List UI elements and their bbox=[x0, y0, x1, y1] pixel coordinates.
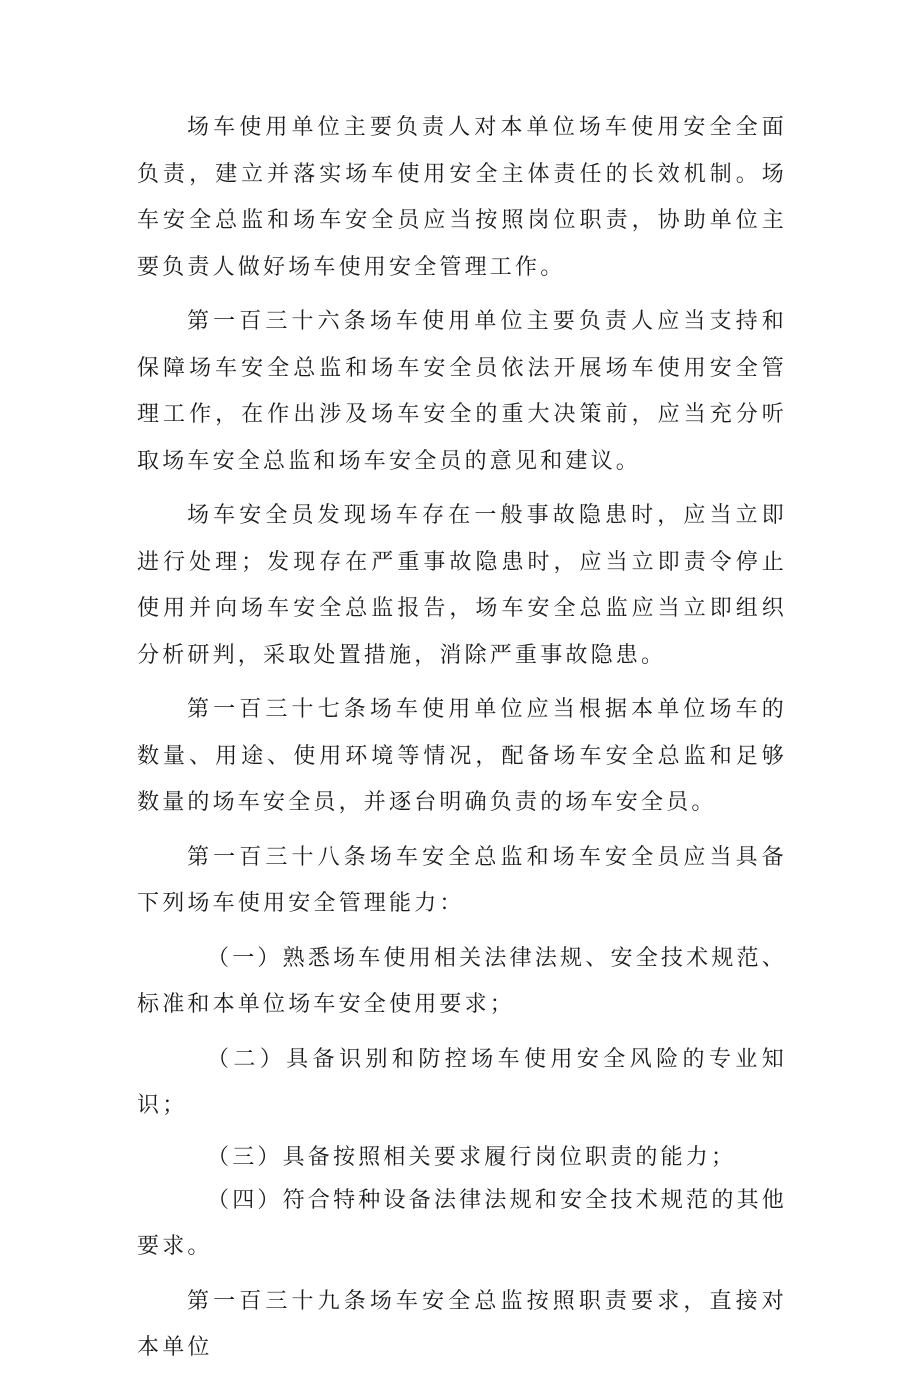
paragraph-article-139: 第一百三十九条场车安全总监按照职责要求，直接对本单位 bbox=[137, 1288, 787, 1360]
list-item-4: （四）符合特种设备法律法规和安全技术规范的其他要求。 bbox=[137, 1187, 787, 1259]
paragraph-hazard-handling: 场车安全员发现场车存在一般事故隐患时，应当立即进行处理；发现存在严重事故隐患时，应当立即责令停止使用并向场车安全总监报告，场车安全总监应当立即组织分析研判，采取处置措施，消除严重事故隐患。 bbox=[137, 503, 787, 668]
paragraph-article-138: 第一百三十八条场车安全总监和场车安全员应当具备下列场车使用安全管理能力： bbox=[137, 844, 787, 916]
list-item-1: （一）熟悉场车使用相关法律法规、安全技术规范、标准和本单位场车安全使用要求； bbox=[137, 945, 787, 1017]
list-item-3: （三）具备按照相关要求履行岗位职责的能力； bbox=[207, 1144, 737, 1170]
document-body bbox=[137, 105, 787, 1380]
paragraph-responsibility: 场车使用单位主要负责人对本单位场车使用安全全面负责，建立并落实场车使用安全主体责任的长效机制。场车安全总监和场车安全员应当按照岗位职责，协助单位主要负责人做好场车使用安全管理工作。 bbox=[137, 115, 787, 280]
paragraph-article-137: 第一百三十七条场车使用单位应当根据本单位场车的数量、用途、使用环境等情况，配备场车安全总监和足够数量的场车安全员，并逐台明确负责的场车安全员。 bbox=[137, 697, 787, 815]
paragraph-article-136: 第一百三十六条场车使用单位主要负责人应当支持和保障场车安全总监和场车安全员依法开展场车使用安全管理工作，在作出涉及场车安全的重大决策前，应当充分听取场车安全总监和场车安全员的意见和建议。 bbox=[137, 309, 787, 474]
list-item-2: （二）具备识别和防控场车使用安全风险的专业知识； bbox=[137, 1046, 787, 1118]
